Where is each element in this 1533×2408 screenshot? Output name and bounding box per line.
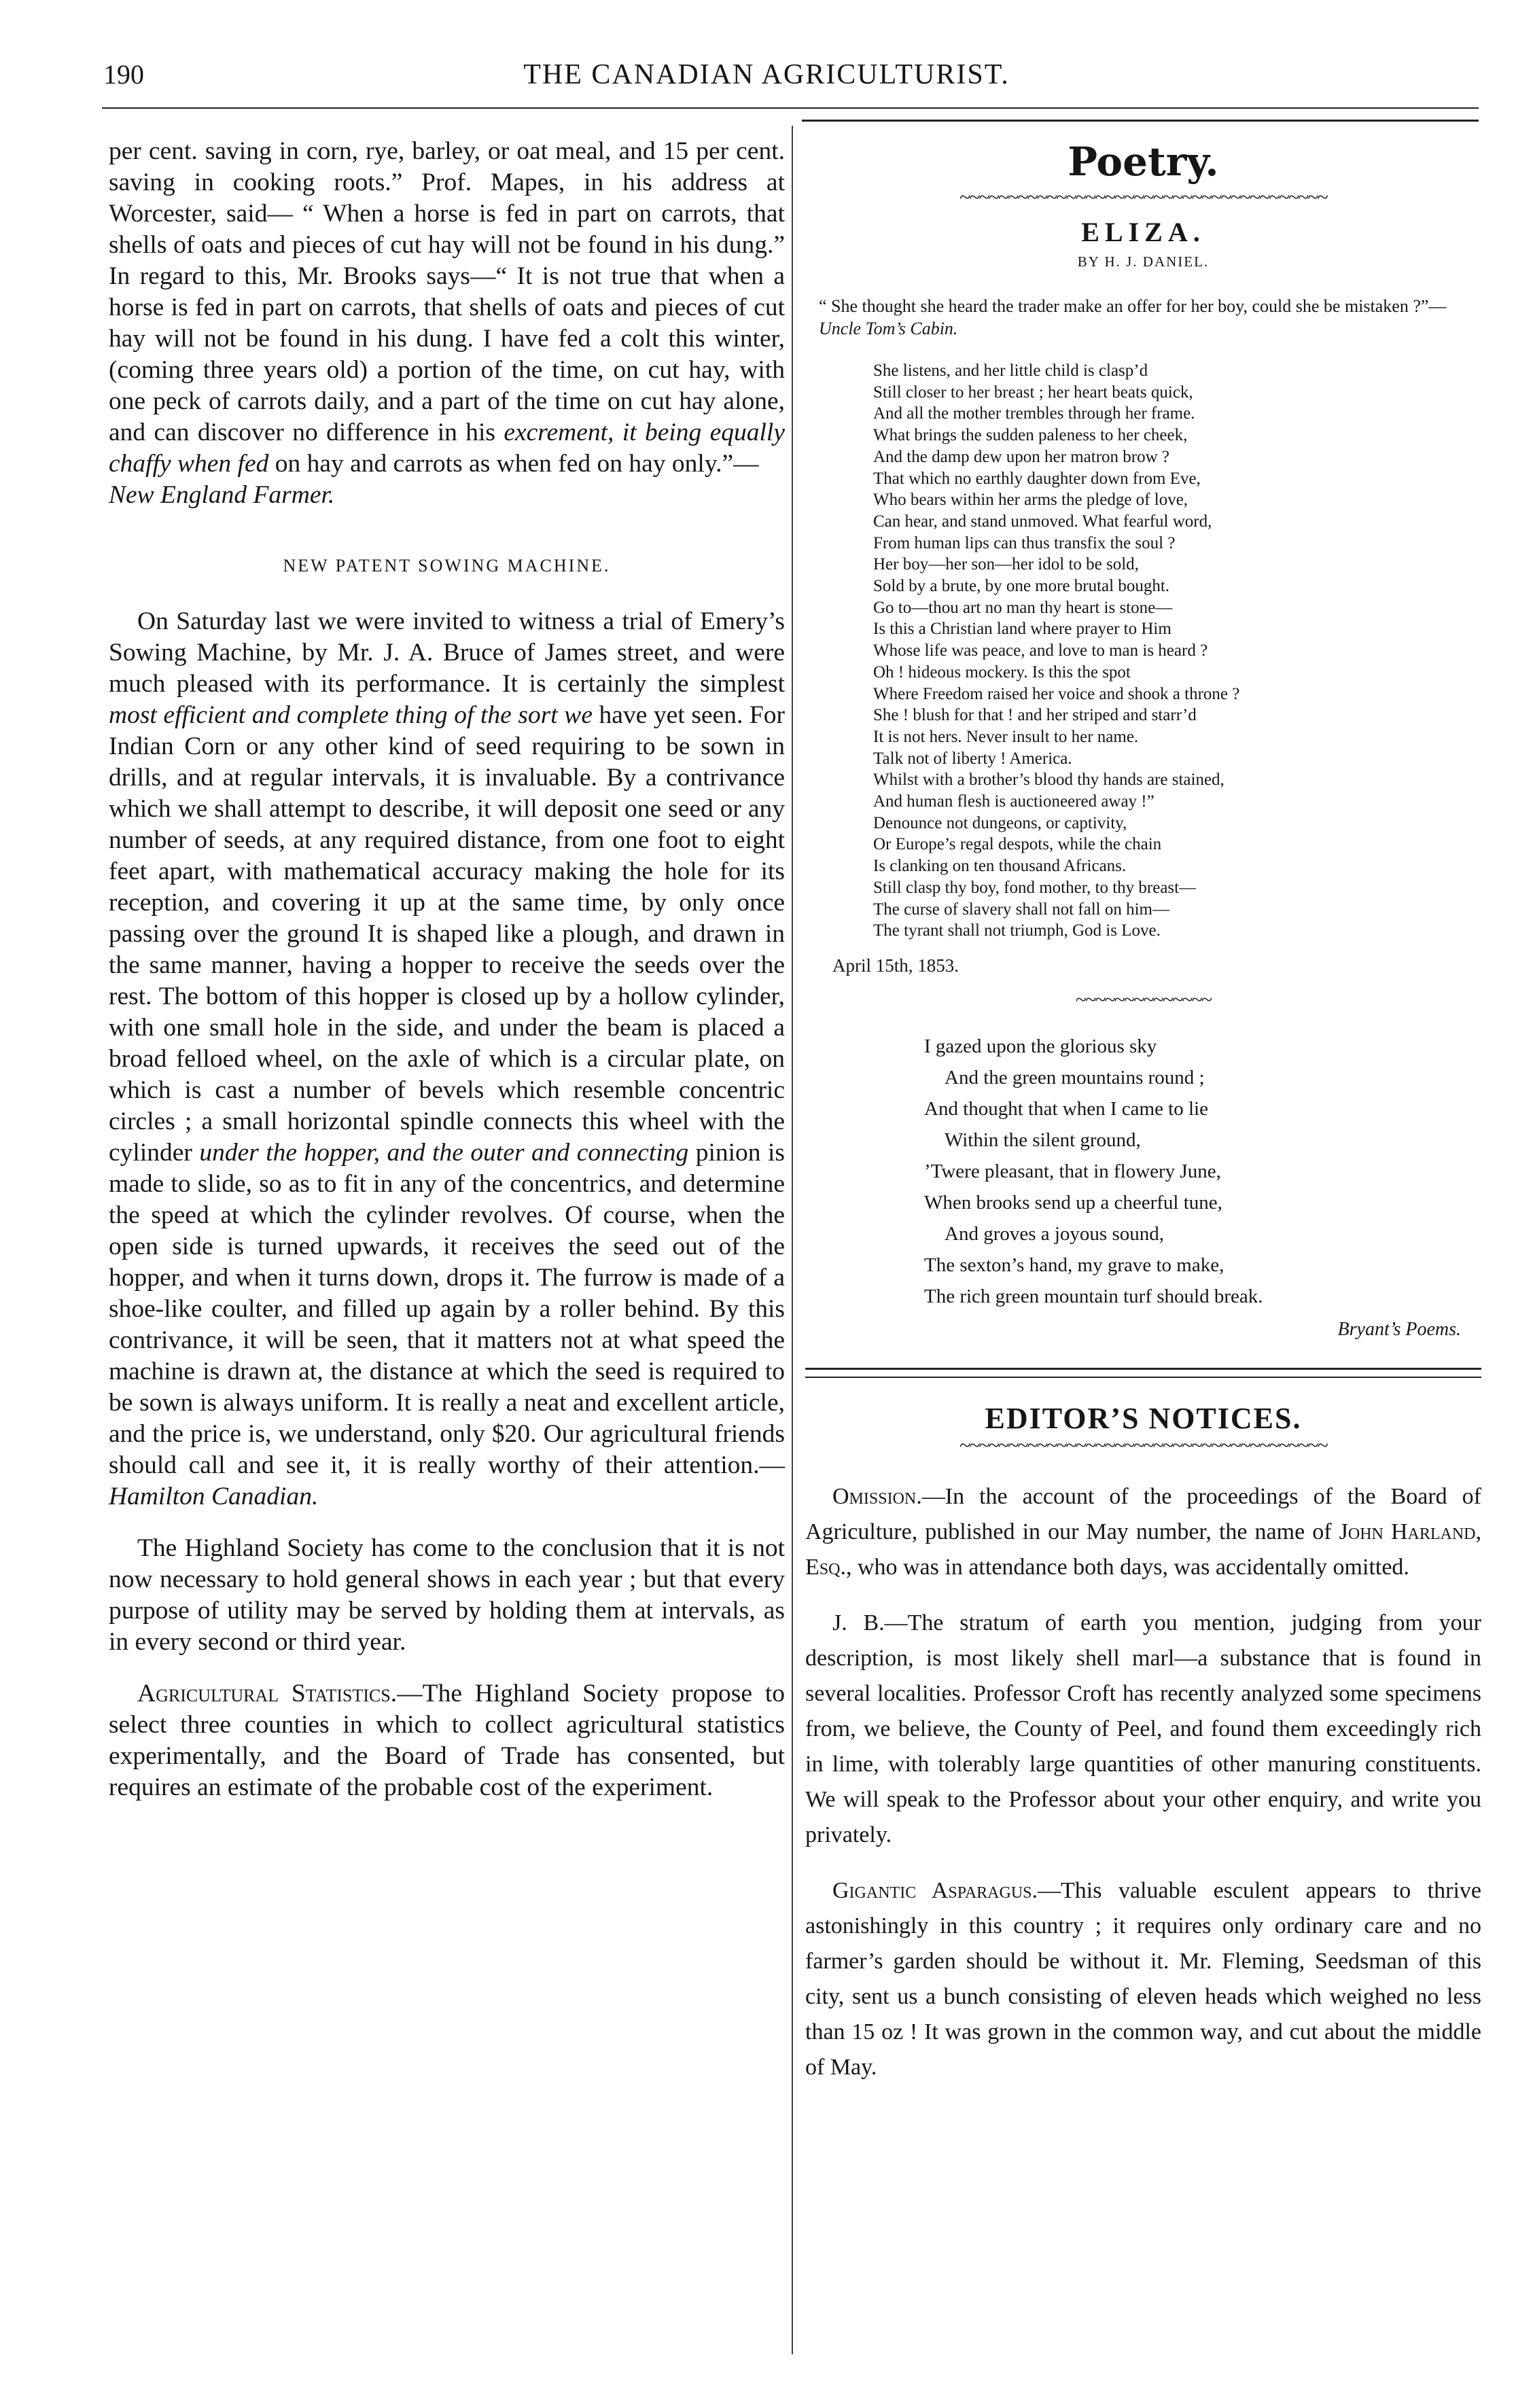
poem-line: Whilst with a brother’s blood thy hands are stained, [873, 771, 1224, 790]
para-text: On Saturday last we were invited to witness a trial of Emery’s Sowing Machine, by Mr. J. A. Bruce of James street, and were much pleased with its performance. It is certainly the simplest [109, 607, 785, 698]
poem-line: I gazed upon the glorious sky [924, 1035, 1157, 1057]
poem-line: ’Twere pleasant, that in flowery June, [924, 1160, 1221, 1182]
poem-line: When brooks send up a cheerful tune, [924, 1191, 1222, 1214]
poem-line: It is not hers. Never insult to her name. [873, 727, 1139, 746]
second-poem [924, 1031, 1481, 1312]
para-text: pinion is made to slide, so as to fit in any of the concentrics, and determine the speed at which the cylinder revolves. Of course, when the open side is turned upwards, it receives the seed out of the hopper, and when it turns down, drops it. The furrow is made of a shoe-like coulter, and filled up again by a roller behind. By this contrivance, it will be seen, that it matters not at what speed the machine is drawn at, the distance at which the seed is required to be sown is always uniform. It is really a neat and excellent article, and the price is, we understand, only $20. Our agricultural friends should call and see it, it is really worthy of their attention.— [109, 1139, 786, 1479]
poem-line: Who bears within her arms the pledge of love, [873, 491, 1188, 510]
poem-line: And groves a joyous sound, [945, 1222, 1165, 1245]
editors-notices-heading: EDITOR’S NOTICES. [985, 1401, 1302, 1435]
section-heading-sowing-machine: NEW PATENT SOWING MACHINE. [283, 556, 611, 576]
para-italic-text: most efficient and complete thing of the sort we [109, 701, 593, 729]
poem-line: Still closer to her breast ; her heart beats quick, [873, 383, 1193, 402]
page-header [0, 58, 1533, 106]
notice-lead: Gigantic Asparagus. [832, 1877, 1038, 1903]
notice-name: John Harland, Esq. [805, 1519, 1482, 1580]
notice-omission [805, 1479, 1481, 1585]
poem-line: Her boy—her son—her idol to be sold, [873, 555, 1139, 574]
poem-line: Go to—thou art no man thy heart is stone— [873, 598, 1173, 617]
section-double-rule [805, 1368, 1481, 1378]
poem-line: Still clasp thy boy, fond mother, to thy breast— [873, 878, 1197, 897]
poem-line: Within the silent ground, [945, 1129, 1141, 1151]
carrot-feeding-paragraph [109, 136, 785, 511]
para-text: have yet seen. For Indian Corn or any other kind of seed requiring to be sown in drills, and at regular intervals, it is invaluable. By a contrivance which we shall attempt to describe, it will deposit one seed or any number of seeds, at any required distance, from one foot to eight feet apart, with mathematical accuracy making the hole for its reception, and covering it up at the same time, by only once passing over the ground It is shaped like a plough, and drawn in the same manner, having a hopper to receive the seeds over the rest. The bottom of this hopper is closed up by a hollow cylinder, with one small hole in the side, and under the beam is placed a broad felloed wheel, on the axle of which is a circular plate, on which is cast a number of bevels which resemble concentric circles ; a small horizontal spindle connects this wheel with the cylinder [109, 701, 785, 1167]
epigraph-text: “ She thought she heard the trader make an offer for her boy, could she be mistaken ?”— [819, 296, 1447, 316]
para-text: on hay and carrots as when fed on hay only.”— [268, 450, 759, 478]
notice-text: , who was in attendance both days, was accidentally omitted. [845, 1554, 1409, 1580]
left-column [109, 136, 785, 1803]
source-credit: Hamilton Canadian. [109, 1483, 319, 1510]
poem-title: ELIZA. [1081, 217, 1205, 247]
notice-text: —This valuable esculent appears to thrive astonishingly in this country ; it requires only ordinary care and no farmer’s garden should be without it. Mr. Fleming, Seedsman of this city, sent us a bunch consisting of eleven heads which weighed no less than 15 oz ! It was grown in the common way, and cut about the middle of May. [805, 1877, 1481, 2080]
highland-society-paragraph: The Highland Society has come to the conclusion that it is not now necessary to hold general shows in each year ; but that every purpose of utility may be served by holding them at intervals, as in every second or third year. [109, 1534, 785, 1656]
poem-line: And thought that when I came to lie [924, 1097, 1208, 1120]
poetry-heading: Poetry. [1068, 139, 1219, 185]
poem-body [873, 360, 1481, 942]
poem-date: April 15th, 1853. [832, 955, 959, 976]
agricultural-statistics-paragraph [109, 1678, 785, 1803]
epigraph-source: Uncle Tom’s Cabin. [819, 319, 958, 338]
column-divider [792, 126, 793, 2354]
poem-line: That which no earthly daughter down from Eve, [873, 469, 1201, 488]
notice-text: —In the account of the proceedings of the Board of Agriculture, published in our May number, the name of [805, 1483, 1481, 1544]
poem-line: The tyrant shall not triumph, God is Love. [873, 921, 1161, 940]
wavy-divider-short: ~~~~~~~~~~~~~~ [1075, 989, 1212, 1010]
para-text: per cent. saving in corn, rye, barley, or oat meal, and 15 per cent. saving in cooking roots.” Prof. Mapes, in his address at Worcester, said— “ When a horse is fed in part on carrots, that shells of oats and pieces of cut hay will not be found in his dung.” In regard to this, Mr. Brooks says—“ It is not true that when a horse is fed in part on carrots, that shells of oats and pieces of cut hay will not be found in his dung. I have fed a colt this winter, (coming three years old) a portion of the time, on cut hay, with one peck of carrots daily, and a part of the time on cut hay alone, and can discover no difference in his [109, 137, 785, 446]
editors-notices [805, 1479, 1481, 2085]
poem-line: And all the mother trembles through her frame. [873, 404, 1195, 423]
poem-line: From human lips can thus transfix the soul ? [873, 533, 1176, 552]
wavy-divider: ~~~~~~~~~~~~~~~~~~~~~~~~~~~~~~~~~~~~~~ [959, 188, 1327, 208]
paragraph-lead: Agricultural Statistics. [137, 1680, 398, 1707]
right-column [805, 136, 1481, 2106]
poem-line: And the green mountains round ; [945, 1066, 1205, 1088]
poem-line: Talk not of liberty ! America. [873, 749, 1072, 768]
sowing-machine-paragraph [109, 606, 785, 1512]
poem-line: She ! blush for that ! and her striped and starr’d [873, 706, 1197, 725]
header-rule-right [802, 120, 1479, 122]
notice-lead: Omission. [832, 1483, 922, 1509]
poem-line: Oh ! hideous mockery. Is this the spot [873, 662, 1131, 681]
poem-line: Where Freedom raised her voice and shook a throne ? [873, 684, 1240, 703]
poem-line: Denounce not dungeons, or captivity, [873, 813, 1127, 832]
para-text: —The Highland Society propose to select three counties in which to collect agricultural statistics experimentally, and the Board of Trade has consented, but requires an estimate of the probable cost of the experiment. [109, 1680, 785, 1801]
source-credit: New England Farmer. [109, 481, 335, 509]
para-italic-text: excrement, it being equally chaffy when fed [109, 419, 785, 478]
notice-jb [805, 1606, 1481, 1853]
poem-line: Is clanking on ten thousand Africans. [873, 857, 1127, 876]
poem-epigraph [819, 295, 1468, 340]
poem-line: Can hear, and stand unmoved. What fearful word, [873, 512, 1212, 531]
journal-title: THE CANADIAN AGRICULTURIST. [523, 59, 1010, 90]
poem-line: Is this a Christian land where prayer to Him [873, 620, 1171, 639]
page-number: 190 [103, 59, 144, 90]
notice-lead: J. B. [832, 1610, 885, 1635]
poem-author: BY H. J. DANIEL. [1077, 253, 1210, 270]
poem-source: Bryant’s Poems. [1337, 1318, 1461, 1340]
poem-line: And human flesh is auctioneered away !” [873, 792, 1155, 811]
poem-line: The sexton’s hand, my grave to make, [924, 1254, 1224, 1276]
poem-line: Whose life was peace, and love to man is heard ? [873, 641, 1208, 660]
poem-line: She listens, and her little child is clasp’d [873, 361, 1148, 380]
para-italic-text: under the hopper, and the outer and connecting [199, 1139, 689, 1167]
poem-line: And the damp dew upon her matron brow ? [873, 447, 1169, 466]
header-rule [102, 107, 1479, 109]
poem-line: Sold by a brute, by one more brutal bought. [873, 577, 1170, 596]
poem-line: What brings the sudden paleness to her cheek, [873, 426, 1188, 445]
wavy-divider: ~~~~~~~~~~~~~~~~~~~~~~~~~~~~~~~~~~~~~~ [959, 1435, 1327, 1456]
notice-asparagus [805, 1873, 1481, 2085]
poem-line: Or Europe’s regal despots, while the chain [873, 835, 1162, 854]
notice-text: —The stratum of earth you mention, judging from your description, is most likely shell marl—a substance that is found in several localities. Professor Croft has recently analyzed some specimens from, we believe, the County of Peel, and found them exceedingly rich in lime, with tolerably large quantities of other manuring constituents. We will speak to the Professor about your other enquiry, and write you privately. [805, 1610, 1481, 1847]
poem-line: The curse of slavery shall not fall on him— [873, 900, 1169, 919]
poem-line: The rich green mountain turf should break. [924, 1285, 1263, 1307]
